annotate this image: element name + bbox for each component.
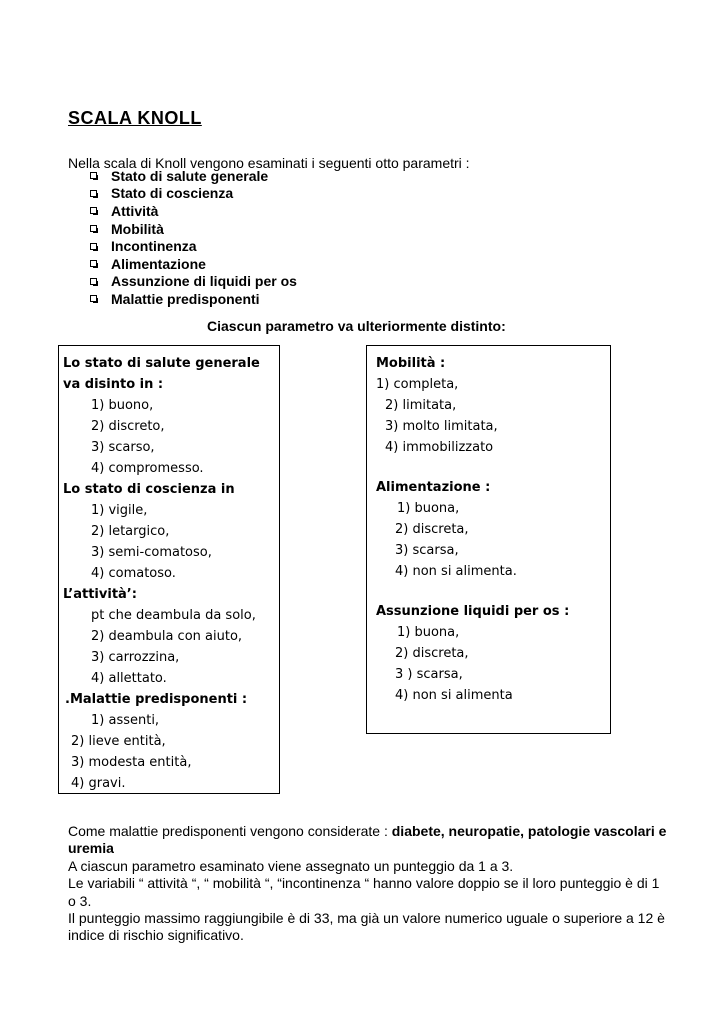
salute-item: 4) compromesso. [91,461,204,476]
right-parameters-box [366,345,611,734]
list-item: Incontinenza [88,237,297,255]
malattie-heading: .Malattie predisponenti : [65,692,248,707]
attivita-item: pt che deambula da solo, [91,608,256,623]
checkbox-bullet-icon [90,243,97,250]
section-subtitle: Ciascun parametro va ulteriormente distinto: [207,318,506,334]
list-item: Mobilità [88,220,297,238]
mobilita-item: 2) limitata, [385,398,457,413]
malattie-item: 2) lieve entità, [71,734,166,749]
list-item: Alimentazione [88,255,297,273]
list-item: Malattie predisponenti [88,290,297,308]
mobilita-heading: Mobilità : [376,356,446,371]
alimentazione-item: 3) scarsa, [395,543,459,558]
salute-item: 1) buono, [91,398,154,413]
coscienza-item: 2) letargico, [91,524,170,539]
mobilita-item: 1) completa, [376,377,459,392]
attivita-heading: L’attività’: [63,587,137,602]
mobilita-item: 4) immobilizzato [385,440,494,455]
footer-line: Come malattie predisponenti vengono considerate : diabete, neuropatie, patologie vascolari e uremia [68,823,667,857]
salute-item: 3) scarso, [91,440,155,455]
malattie-item: 4) gravi. [71,776,126,791]
malattie-item: 1) assenti, [91,713,160,728]
alimentazione-item: 1) buona, [397,501,460,516]
list-item: Attività [88,202,297,220]
attivita-item: 3) carrozzina, [91,650,180,665]
footer-line: Le variabili “ attività “, “ mobilità “, “incontinenza “ hanno valore doppio se il loro punteggio è di 1 o 3. [68,875,660,909]
footer-line: Il punteggio massimo raggiungibile è di 33, ma già un valore numerico uguale o superiore a 12 è indice di rischio significativo. [68,910,665,944]
checkbox-bullet-icon [90,278,97,285]
list-item: Stato di coscienza [88,185,297,203]
alimentazione-item: 4) non si alimenta. [395,564,517,579]
malattie-item: 3) modesta entità, [71,755,192,770]
intro-text: Nella scala di Knoll vengono esaminati i seguenti otto parametri : [68,155,470,171]
attivita-item: 2) deambula con aiuto, [91,629,243,644]
coscienza-item: 4) comatoso. [91,566,176,581]
footer-line: A ciascun parametro esaminato viene assegnato un punteggio da 1 a 3. [68,857,514,874]
mobilita-item: 3) molto limitata, [385,419,498,434]
parameter-list [88,167,297,308]
coscienza-item: 3) semi-comatoso, [91,545,212,560]
liquidi-heading: Assunzione liquidi per os : [376,604,570,619]
alimentazione-item: 2) discreta, [395,522,469,537]
salute-heading-continued: va disinto in : [63,377,164,392]
list-item: Assunzione di liquidi per os [88,273,297,291]
liquidi-item: 4) non si alimenta [395,688,513,703]
liquidi-item: 1) buona, [397,625,460,640]
liquidi-item: 2) discreta, [395,646,469,661]
checkbox-bullet-icon [90,207,97,214]
footer-notes [68,823,668,945]
alimentazione-heading: Alimentazione : [376,480,491,495]
checkbox-bullet-icon [90,225,97,232]
page-title: SCALA KNOLL [68,108,202,128]
coscienza-item: 1) vigile, [91,503,148,518]
coscienza-heading: Lo stato di coscienza in [63,482,235,497]
left-parameters-box [58,345,280,794]
checkbox-bullet-icon [90,172,97,179]
checkbox-bullet-icon [90,295,97,302]
checkbox-bullet-icon [90,190,97,197]
checkbox-bullet-icon [90,260,97,267]
liquidi-item: 3 ) scarsa, [395,667,463,682]
salute-item: 2) discreto, [91,419,165,434]
salute-heading: Lo stato di salute generale [63,356,260,371]
attivita-item: 4) allettato. [91,671,167,686]
list-item: Stato di salute generale [88,167,297,185]
